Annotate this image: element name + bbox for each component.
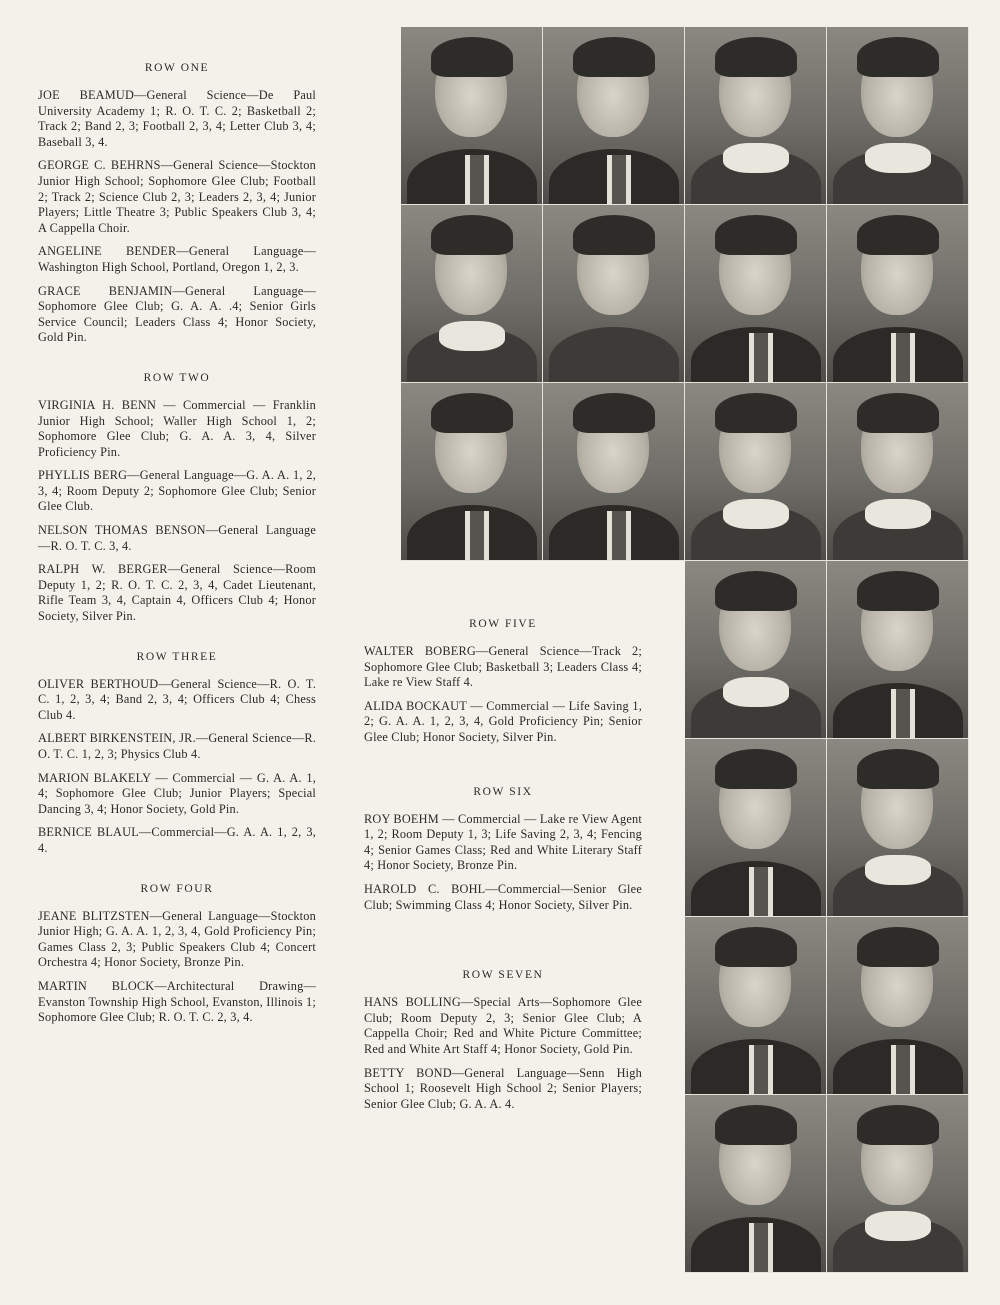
- portrait-photo: [543, 383, 685, 561]
- student-entry: JOE BEAMUD—General Science—De Paul University Academy 1; R. O. T. C. 2; Basketball 2; Track 2; Band 2, 3; Football 2, 3, 4; Letter Club 3, 4; Baseball 3, 4.: [38, 88, 316, 149]
- student-entry: HAROLD C. BOHL—Commercial—Senior Glee Club; Swimming Class 4; Honor Society, Silver Pin.: [364, 881, 642, 912]
- student-entry: GRACE BENJAMIN—General Language—Sophomore Glee Club; G. A. A. .4; Senior Girls Service Council; Leaders Class 4; Honor Society, Gold Pin.: [38, 283, 316, 345]
- student-entry: ROY BOEHM — Commercial — Lake re View Agent 1, 2; Room Deputy 1, 3; Life Saving 2, 3, 4; Fencing 4; Senior Games Class; Red and White Literary Staff 4; Honor Society, Bronze Pin.: [364, 811, 642, 873]
- student-entry: WALTER BOBERG—General Science—Track 2; Sophomore Glee Club; Basketball 3; Leaders Class 4; Lake re View Staff 4.: [364, 644, 642, 690]
- student-entry: BERNICE BLAUL—Commercial—G. A. A. 1, 2, 3, 4.: [38, 825, 316, 855]
- student-entry: ANGELINE BENDER—General Language—Washington High School, Portland, Oregon 1, 2, 3.: [38, 244, 316, 274]
- portrait-photo: [401, 27, 543, 205]
- student-entry: OLIVER BERTHOUD—General Science—R. O. T. C. 1, 2, 3, 4; Band 2, 3, 4; Officers Club 4; Chess Club 4.: [38, 676, 316, 722]
- student-entry: JEANE BLITZSTEN—General Language—Stockton Junior High; G. A. A. 1, 2, 3, 4, Gold Proficiency Pin; Games Class 2, 3; Public Speakers Club 4; Concert Orchestra 4; Honor Society, Bronze Pin.: [38, 908, 316, 970]
- section-row-five: [364, 618, 642, 746]
- student-entry: MARION BLAKELY — Commercial — G. A. A. 1, 4; Sophomore Glee Club; Junior Players; Special Dancing 3, 4; Honor Society, Gold Pin.: [38, 770, 316, 816]
- portrait-photo: [685, 561, 827, 739]
- student-entry: NELSON THOMAS BENSON—General Language—R. O. T. C. 3, 4.: [38, 523, 316, 553]
- portrait-photo: [685, 205, 827, 383]
- section-heading: ROW SIX: [473, 785, 533, 798]
- portrait-photo: [827, 205, 969, 383]
- portrait-photo: [827, 561, 969, 739]
- portrait-photo: [685, 1095, 827, 1273]
- portrait-photo: [401, 383, 543, 561]
- portrait-photo: [401, 205, 543, 383]
- section-row-four: [38, 883, 316, 1026]
- section-row-three: [38, 651, 316, 857]
- portrait-photo: [543, 27, 685, 205]
- student-entry: MARTIN BLOCK—Architectural Drawing—Evanston Township High School, Evanston, Illinois 1; Sophomore Glee Club; R. O. T. C. 2, 3, 4.: [38, 978, 316, 1025]
- portrait-photo: [827, 917, 969, 1095]
- portrait-photo: [827, 1095, 969, 1273]
- student-entry: BETTY BOND—General Language—Senn High School 1; Roosevelt High School 2; Senior Players; Senior Glee Club; G. A. A. 4.: [364, 1065, 642, 1111]
- section-row-two: [38, 372, 316, 625]
- portrait-photo: [827, 739, 969, 917]
- student-entry: ALBERT BIRKENSTEIN, JR.—General Science—R. O. T. C. 1, 2, 3; Physics Club 4.: [38, 731, 316, 761]
- portrait-photo: [543, 205, 685, 383]
- student-entry: PHYLLIS BERG—General Language—G. A. A. 1, 2, 3, 4; Room Deputy 2; Sophomore Glee Club; Senior Glee Club.: [38, 468, 316, 514]
- section-heading: ROW FIVE: [469, 618, 537, 630]
- portrait-photo: [685, 383, 827, 561]
- section-heading: ROW ONE: [144, 62, 210, 74]
- section-heading: ROW FOUR: [140, 882, 214, 895]
- section-heading: ROW SEVEN: [462, 969, 544, 982]
- student-entry: HANS BOLLING—Special Arts—Sophomore Glee Club; Room Deputy 2, 3; Senior Glee Club; A Cappella Choir; Red and White Picture Committee; Red and White Art Staff 4; Honor Society, Gold Pin.: [364, 995, 642, 1056]
- portrait-photo: [685, 917, 827, 1095]
- section-row-one: [38, 62, 316, 346]
- section-heading: ROW THREE: [136, 650, 218, 663]
- section-row-seven: [364, 969, 642, 1112]
- left-text-column: [38, 62, 316, 1052]
- section-heading: ROW TWO: [143, 371, 211, 384]
- portrait-photo: [827, 383, 969, 561]
- student-entry: VIRGINIA H. BENN — Commercial — Franklin Junior High School; Waller High School 1, 2; Sophomore Glee Club; G. A. A. 3, 4, Silver Proficiency Pin.: [38, 397, 316, 459]
- portrait-photo: [685, 739, 827, 917]
- student-entry: ALIDA BOCKAUT — Commercial — Life Saving 1, 2; G. A. A. 1, 2, 3, 4, Gold Proficiency Pin; Senior Glee Club; Honor Society, Silver Pin.: [364, 698, 642, 744]
- portrait-photo: [827, 27, 969, 205]
- section-row-six: [364, 786, 642, 914]
- middle-text-column: [364, 618, 642, 1138]
- portrait-photo: [685, 27, 827, 205]
- student-entry: GEORGE C. BEHRNS—General Science—Stockton Junior High School; Sophomore Glee Club; Football 2; Track 2; Science Club 2, 3; Leaders 2, 3, 4; Junior Players; Little Theatre 3; Public Speakers Club 3, 4; A Cappella Choir.: [38, 158, 316, 235]
- student-entry: RALPH W. BERGER—General Science—Room Deputy 1, 2; R. O. T. C. 2, 3, 4, Cadet Lieutenant, Rifle Team 3, 4, Captain 4, Officers Club 4; Honor Society, Silver Pin.: [38, 562, 316, 624]
